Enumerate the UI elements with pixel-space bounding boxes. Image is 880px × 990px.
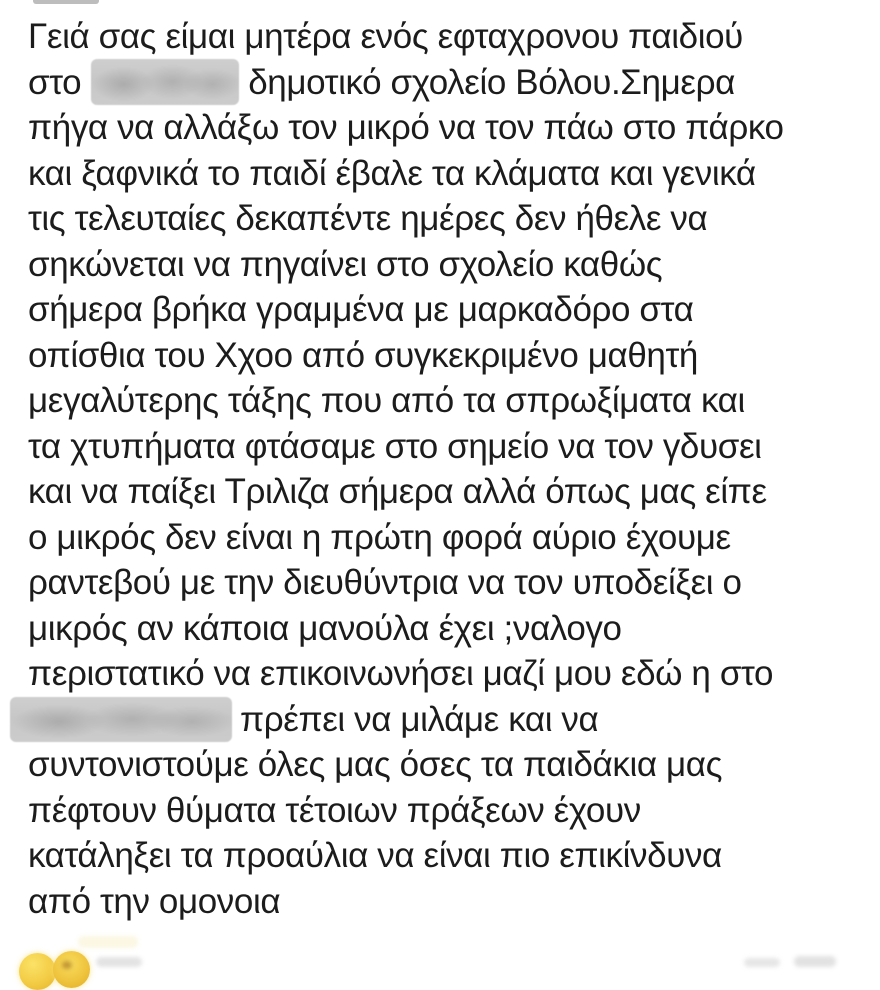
post-text-line: ραντεβού με την διευθύντρια να τον υποδείξει ο <box>28 563 742 602</box>
post-text-line: από την ομονοια <box>28 881 281 921</box>
blurred-artifact <box>78 936 138 948</box>
redacted-school-name-blur <box>91 59 239 105</box>
post-text-body <box>28 14 858 924</box>
yellow-reaction-emoji-icon[interactable] <box>19 953 56 990</box>
blurred-bottom-right-text <box>794 956 836 967</box>
post-text-line: μικρός αν κάποια μανούλα έχει ;ναλογο <box>28 608 622 648</box>
redacted-phone-number-blur <box>10 697 232 742</box>
post-text-line: πήγα να αλλάξω τον μικρό να τον πάω στο πάρκο <box>28 108 784 147</box>
post-text-line: σήμερα βρήκα γραμμένα με μαρκαδόρο στα <box>28 290 694 329</box>
post-text-line: περιστατικό να επικοινωνήσει μαζί μου εδώ η στο <box>28 654 774 693</box>
post-text-line: πέφτουν θύματα τέτοιων πράξεων έχουν <box>28 790 641 830</box>
post-text-line: και να παίξει Τριλιζα σήμερα αλλά όπως μας είπε <box>28 472 767 511</box>
post-text-segment: δημοτικό σχολείο Βόλου.Σημερα <box>248 62 735 102</box>
post-text-line: Γειά σας είμαι μητέρα ενός εφταχρονου παιδιού <box>28 17 743 56</box>
post-text-line <box>28 697 858 743</box>
post-text-line: τις τελευταίες δεκαπέντε ημέρες δεν ήθελε να <box>28 199 708 238</box>
blurred-reactor-name <box>96 957 142 967</box>
post-text-line: οπίσθια του Χχοο από συγκεκριμένο μαθητή <box>28 335 698 375</box>
post-text-line: συντονιστούμε όλες μας όσες τα παιδάκια μας <box>28 745 723 784</box>
post-text-line: τα χτυπήματα φτάσαμε στο σημείο να τον γδυσει <box>28 426 762 466</box>
post-text-line: σηκώνεται να πηγαίνει στο σχολείο καθώς <box>28 244 663 284</box>
cropped-content-artifact <box>33 0 99 4</box>
post-text-line: και ξαφνικά το παιδί έβαλε τα κλάματα και γενικά <box>28 153 756 193</box>
post-text-segment: πρέπει να μιλάμε και να <box>240 699 599 739</box>
yellow-reaction-emoji-icon[interactable] <box>53 951 90 988</box>
post-text-line: ο μικρός δεν είναι η πρώτη φορά αύριο έχουμε <box>28 517 731 557</box>
post-text-line: κατάληξει τα προαύλια να είναι πιο επικίνδυνα <box>28 836 722 875</box>
post-text-line: μεγαλύτερης τάξης που από τα σπρωξίματα και <box>28 381 745 420</box>
post-text-segment: στο <box>28 62 82 102</box>
blurred-bottom-right-text <box>744 958 780 967</box>
post-text-line <box>28 60 858 106</box>
